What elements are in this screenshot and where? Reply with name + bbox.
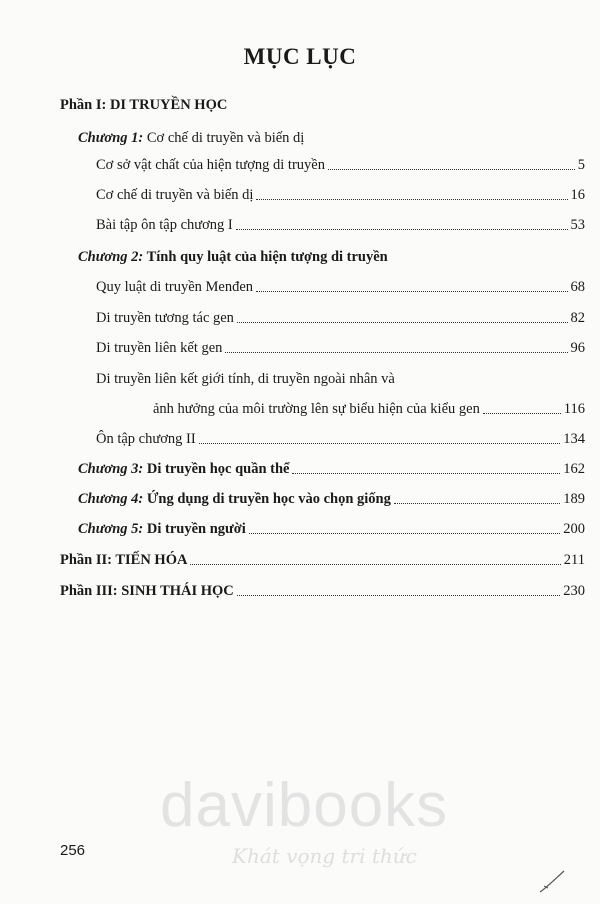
dot-leader [483, 413, 561, 414]
part-page: 211 [563, 552, 585, 568]
page-number: 256 [60, 842, 86, 859]
watermark-tagline: Khát vọng tri thức [232, 844, 417, 868]
entry-page: 116 [563, 401, 585, 417]
part-label: Phần III: SINH THÁI HỌC [60, 583, 234, 599]
dot-leader [256, 291, 567, 292]
entry-label: Cơ sở vật chất của hiện tượng di truyền [96, 157, 325, 173]
dot-leader [394, 503, 560, 504]
chapter-page: 200 [563, 521, 585, 537]
toc-entry[interactable] [96, 216, 585, 234]
entry-label: Di truyền tương tác gen [96, 310, 234, 326]
chapter-number: Chương 1: [78, 130, 144, 146]
entry-label: Ôn tập chương II [96, 431, 196, 447]
toc-entry[interactable] [153, 400, 585, 418]
dot-leader [237, 322, 568, 323]
chapter-name: Cơ chế di truyền và biến dị [146, 130, 305, 146]
entry-label: Quy luật di truyền Menđen [96, 279, 254, 295]
dot-leader [237, 595, 560, 596]
chapter-number: Chương 2: [78, 249, 144, 265]
dot-leader [225, 352, 567, 353]
toc-chapter-1[interactable] [78, 129, 304, 147]
toc-entry[interactable] [96, 156, 585, 174]
entry-page: 82 [570, 310, 585, 326]
chapter-name: Tính quy luật của hiện tượng di truyền [146, 249, 388, 265]
dot-leader [190, 564, 560, 565]
toc-chapter-5[interactable] [78, 520, 585, 538]
toc-part-2[interactable] [60, 551, 585, 569]
entry-label: Cơ chế di truyền và biến dị [96, 187, 254, 203]
entry-page: 96 [570, 340, 585, 356]
pen-mark-icon [538, 868, 568, 894]
entry-page: 53 [570, 217, 585, 233]
toc-entry[interactable] [96, 309, 585, 327]
entry-label: Di truyền liên kết gen [96, 340, 223, 356]
watermark-brand: davibooks [160, 771, 449, 840]
part-label: Phần II: TIẾN HÓA [60, 552, 188, 568]
dot-leader [249, 533, 560, 534]
dot-leader [199, 443, 561, 444]
chapter-page: 162 [563, 461, 585, 477]
toc-chapter-4[interactable] [78, 490, 585, 508]
toc-entry[interactable] [96, 186, 585, 204]
chapter-number: Chương 5: [78, 521, 144, 537]
toc-part-3[interactable] [60, 582, 585, 600]
entry-label: ảnh hưởng của môi trường lên sự biểu hiện của kiểu gen [153, 401, 480, 417]
chapter-name: Di truyền người [146, 521, 246, 537]
entry-page: 16 [570, 187, 585, 203]
chapter-name: Ứng dụng di truyền học vào chọn giống [146, 491, 391, 507]
part-label: Phần I: DI TRUYỀN HỌC [60, 97, 228, 113]
page-title: MỤC LỤC [243, 44, 357, 69]
dot-leader [328, 169, 575, 170]
toc-part-1[interactable] [60, 96, 227, 114]
chapter-number: Chương 4: [78, 491, 144, 507]
toc-entry-line1[interactable]: Di truyền liên kết giới tính, di truyền ngoài nhân và [96, 371, 395, 387]
toc-chapter-3[interactable] [78, 460, 585, 478]
chapter-name: Di truyền học quần thể [146, 461, 290, 477]
entry-label: Bài tập ôn tập chương I [96, 217, 233, 233]
dot-leader [292, 473, 560, 474]
toc-entry[interactable] [96, 278, 585, 296]
part-page: 230 [563, 583, 585, 599]
entry-page: 5 [577, 157, 585, 173]
entry-page: 134 [563, 431, 585, 447]
chapter-page: 189 [563, 491, 585, 507]
dot-leader [256, 199, 567, 200]
toc-entry[interactable] [96, 339, 585, 357]
dot-leader [236, 229, 568, 230]
toc-entry[interactable] [96, 430, 585, 448]
toc-chapter-2[interactable] [78, 248, 388, 266]
chapter-number: Chương 3: [78, 461, 144, 477]
entry-page: 68 [570, 279, 585, 295]
